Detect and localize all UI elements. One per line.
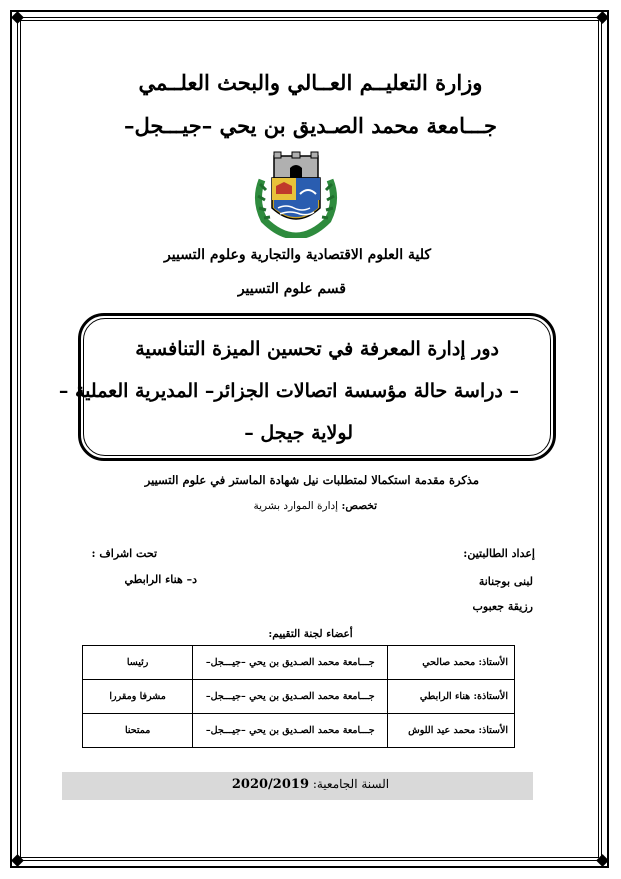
student-name-2: رزيقة جعبوب (472, 600, 533, 613)
table-row (83, 646, 515, 680)
supervisor-label: تحت اشراف : (91, 547, 157, 560)
thesis-title-line-2: – دراسة حالة مؤسسة اتصالات الجزائر– المديرية العملية – (58, 380, 519, 402)
supervisor-name: د– هناء الرابطي (124, 573, 197, 586)
academic-year-label: السنة الجامعية: (312, 777, 390, 791)
jury-member-role: ممتحنا (83, 714, 193, 748)
faculty-name: كلية العلوم الاقتصادية والتجارية وعلوم التسيير (164, 247, 431, 263)
table-row (83, 680, 515, 714)
thesis-title-line-1: دور إدارة المعرفة في تحسين الميزة التنافسية (135, 338, 499, 360)
university-name: جـــامعة محمد الصـديق بن يحي –جيـــجل– (124, 113, 497, 138)
jury-member-university: جـــامعة محمد الصـديق بن يحي –جيـــجل– (193, 714, 388, 748)
university-crest-logo (250, 150, 342, 238)
jury-member-role: مشرفا ومقررا (83, 680, 193, 714)
specialty-value: إدارة الموارد بشرية (253, 500, 339, 512)
academic-year-value: 2020/2019 (231, 777, 309, 792)
jury-member-name: الأستاذة: هناء الرابطي (388, 680, 515, 714)
specialty-line (253, 500, 377, 512)
table-row (83, 714, 515, 748)
thesis-title-line-3: لولاية جيجل – (244, 422, 353, 444)
jury-member-name: الأستاذ: محمد صالحي (388, 646, 515, 680)
specialty-label: تخصص: (341, 500, 377, 512)
jury-member-university: جـــامعة محمد الصـديق بن يحي –جيـــجل– (193, 680, 388, 714)
jury-table (82, 645, 515, 748)
student-name-1: لبنى بوجنانة (478, 575, 533, 588)
students-label: إعداد الطالبتين: (463, 547, 535, 560)
department-name: قسم علوم التسيير (237, 281, 346, 297)
academic-year (0, 777, 621, 792)
ministry-name: وزارة التعليــم العــالي والبحث العلــمي (138, 70, 483, 95)
memo-description: مذكرة مقدمة استكمالا لمتطلبات نيل شهادة الماستر في علوم التسيير (144, 473, 479, 487)
jury-label: أعضاء لجنة التقييم: (268, 628, 353, 640)
jury-member-university: جـــامعة محمد الصـديق بن يحي –جيـــجل– (193, 646, 388, 680)
jury-member-name: الأستاذ: محمد عيد اللوش (388, 714, 515, 748)
jury-member-role: رئيسا (83, 646, 193, 680)
